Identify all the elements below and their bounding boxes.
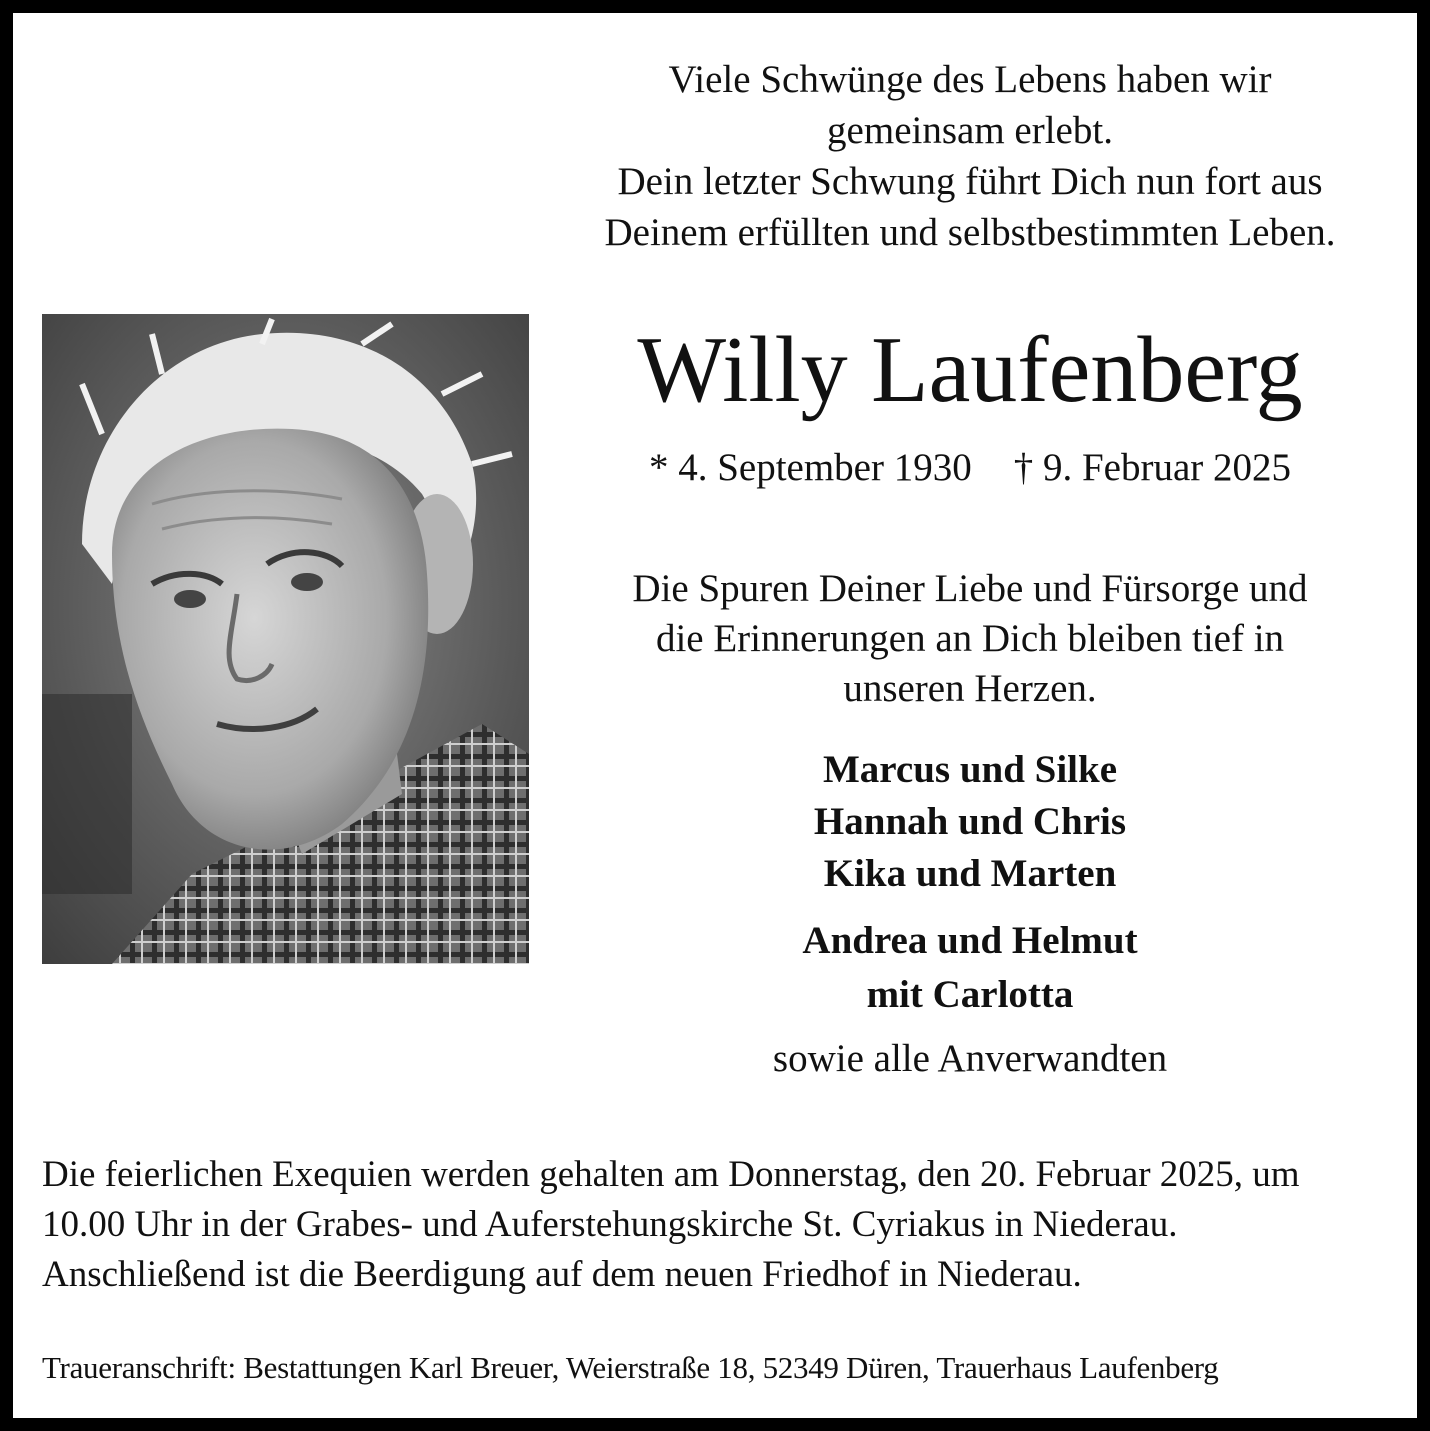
mourning-address: Traueranschrift: Bestattungen Karl Breuer, Weierstraße 18, 52349 Düren, Trauerhaus Laufenberg (42, 1350, 1219, 1385)
life-dates (540, 444, 1400, 492)
motto-line: Viele Schwünge des Lebens haben wir (668, 58, 1272, 101)
memorial-quote (540, 564, 1400, 714)
mourners-group-2 (540, 914, 1400, 1022)
motto-line: Deinem erfüllten und selbstbestimmten Leben. (604, 211, 1336, 254)
mourner-name: mit Carlotta (866, 973, 1074, 1016)
quote-line: die Erinnerungen an Dich bleiben tief in (655, 617, 1285, 660)
mourner-name: Marcus und Silke (822, 748, 1118, 791)
portrait-photo (42, 314, 529, 964)
mourner-name: Kika und Marten (823, 852, 1117, 895)
motto-verse (540, 54, 1400, 258)
service-line: Anschließend ist die Beerdigung auf dem neuen Friedhof in Niederau. (42, 1254, 1082, 1295)
motto-line: Dein letzter Schwung führt Dich nun fort aus (617, 160, 1323, 203)
birth-date: * 4. September 1930 (648, 446, 972, 489)
deceased-name: Willy Laufenberg (637, 318, 1303, 422)
death-date: † 9. Februar 2025 (1013, 446, 1292, 489)
motto-line: gemeinsam erlebt. (827, 109, 1113, 152)
funeral-service-info (42, 1150, 1402, 1300)
mourners-group-1 (540, 744, 1400, 900)
quote-line: unseren Herzen. (843, 667, 1097, 710)
service-line: Die feierlichen Exequien werden gehalten am Donnerstag, den 20. Februar 2025, um (42, 1154, 1300, 1195)
mourner-name: Andrea und Helmut (802, 919, 1138, 962)
relatives-line: sowie alle Anverwandten (772, 1037, 1168, 1080)
portrait-illustration (42, 314, 529, 964)
service-line: 10.00 Uhr in der Grabes- und Auferstehungskirche St. Cyriakus in Niederau. (42, 1204, 1178, 1245)
mourner-name: Hannah und Chris (813, 800, 1127, 843)
quote-line: Die Spuren Deiner Liebe und Fürsorge und (632, 567, 1308, 610)
